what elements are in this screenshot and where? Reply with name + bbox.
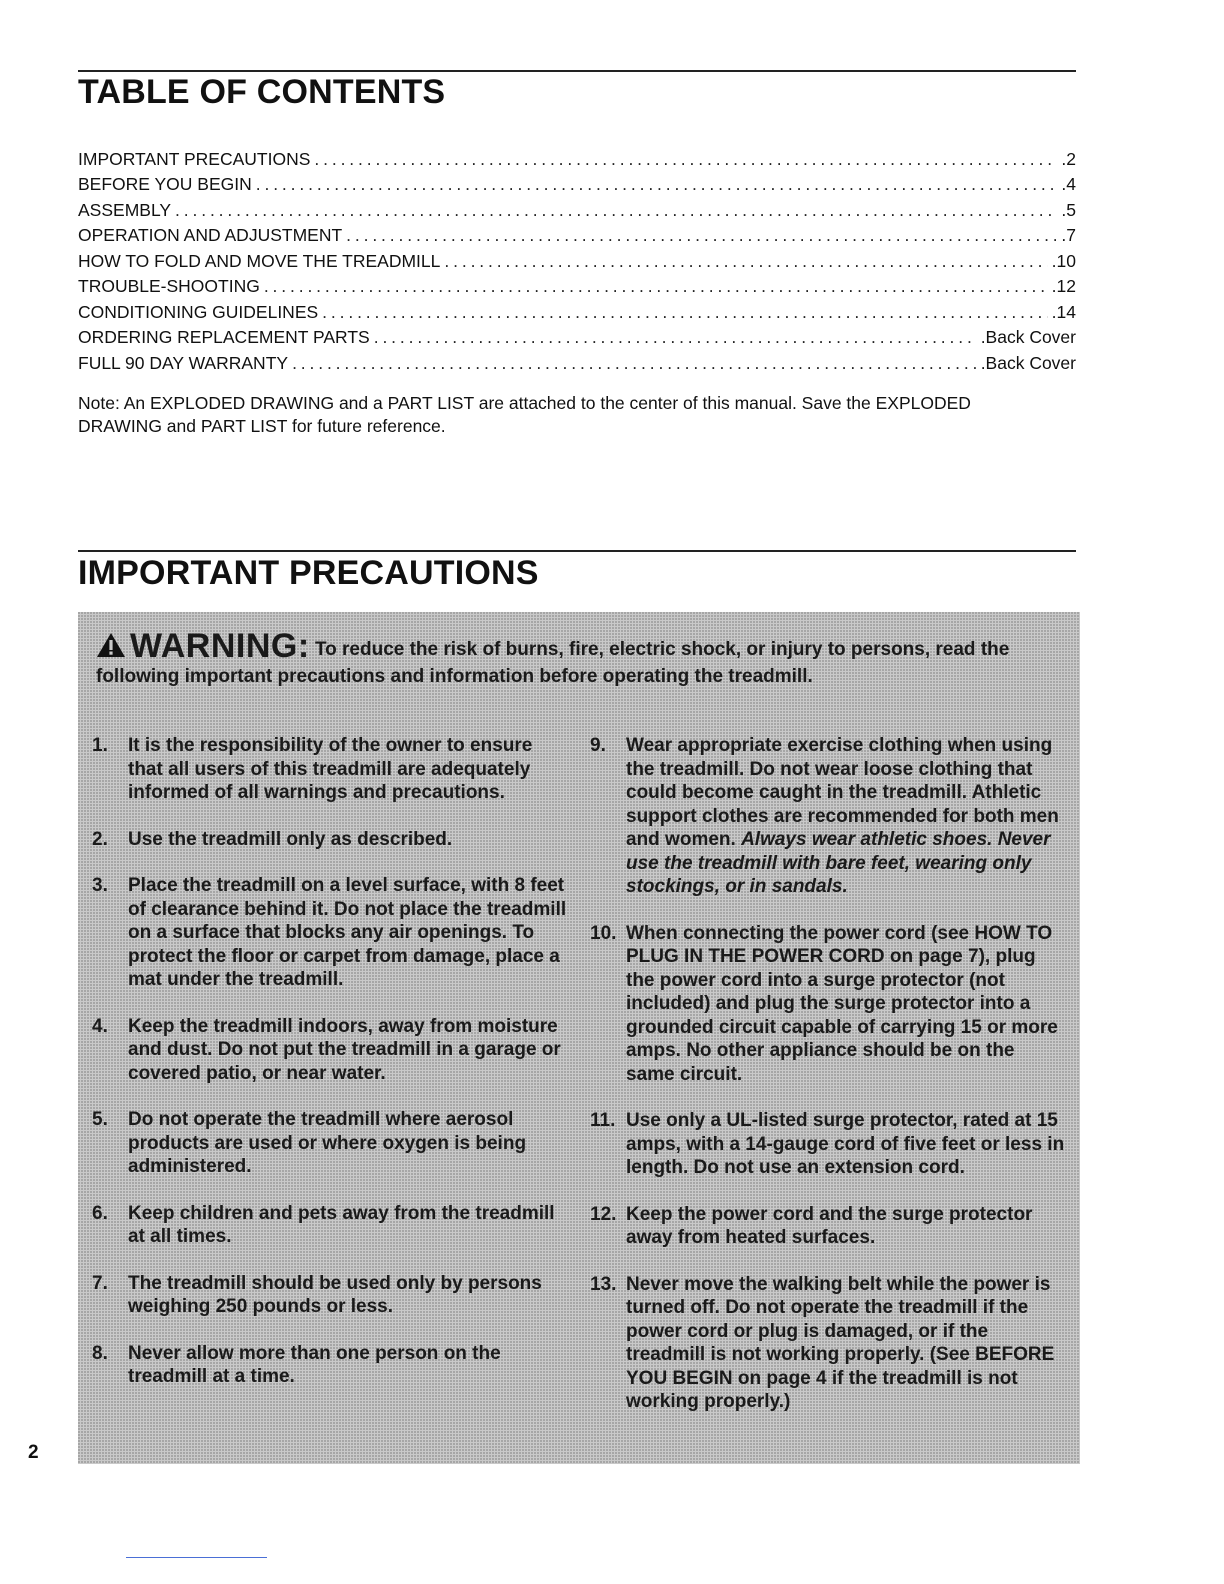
precaution-number: 12.: [590, 1203, 617, 1225]
toc-leader-dots: [314, 148, 1057, 170]
toc-entry-label: FULL 90 DAY WARRANTY: [78, 352, 289, 373]
precaution-number: 3.: [92, 875, 108, 896]
toc-list: [78, 144, 1076, 374]
toc-title: TABLE OF CONTENTS: [78, 73, 446, 111]
warning-box: [78, 612, 1080, 1464]
toc-entry-label: IMPORTANT PRECAUTIONS: [78, 148, 311, 169]
warning-text: To reduce the risk of burns, fire, electric shock, or injury to persons, read the following important precautions and information before operating the treadmill.: [96, 639, 1010, 687]
precaution-item: [590, 1203, 1066, 1250]
precaution-item: [92, 1015, 572, 1086]
toc-entry[interactable]: [78, 323, 1076, 349]
precaution-item: [590, 922, 1066, 1087]
precaution-text: It is the responsibility of the owner to ensure that all users of this treadmill are adequately informed of all warnings and precautions.: [128, 735, 533, 803]
precaution-item: [92, 874, 572, 992]
precaution-text: Never allow more than one person on the treadmill at a time.: [128, 1342, 501, 1387]
precaution-item: [92, 828, 572, 852]
precaution-text: Never move the walking belt while the power is turned off. Do not operate the treadmill if the power cord or plug is damaged, or if the treadmill is not working properly. (See BEFORE YOU BEGIN on page 4 if the treadmill is not working properly.): [626, 1273, 1055, 1412]
toc-entry[interactable]: [78, 246, 1076, 272]
precautions-top-rule: [78, 550, 1076, 552]
precaution-item: [590, 1109, 1066, 1180]
precaution-text: Keep children and pets away from the treadmill at all times.: [128, 1202, 555, 1247]
footer-line: [126, 1557, 267, 1558]
precaution-number: 9.: [590, 735, 606, 756]
precaution-text: Keep the power cord and the surge protector away from heated surfaces.: [626, 1203, 1033, 1248]
page-number: 2: [28, 1442, 39, 1463]
precaution-text: Keep the treadmill indoors, away from moisture and dust. Do not put the treadmill in a garage or covered patio, or near water.: [128, 1015, 561, 1084]
toc-leader-dots: [322, 301, 1048, 323]
toc-entry-page: .Back Cover: [980, 352, 1076, 373]
toc-entry[interactable]: [78, 272, 1076, 298]
precaution-number: 2.: [92, 828, 108, 850]
toc-entry-page: .10: [1051, 250, 1076, 271]
toc-leader-dots: [264, 275, 1048, 297]
toc-leader-dots: [256, 173, 1058, 195]
precaution-text: [626, 734, 1066, 899]
toc-leader-dots: [444, 250, 1047, 272]
toc-entry-page: .14: [1051, 301, 1076, 322]
precautions-right-column: [590, 734, 1066, 1437]
toc-leader-dots: [175, 199, 1057, 221]
warning-triangle-icon: [96, 632, 126, 665]
precaution-text: When connecting the power cord (see HOW TO PLUG IN THE POWER CORD on page 7), plug the power cord into a surge protector (not included) and plug the surge protector into a grounded circuit capable of carrying 15 or more amps. No other appliance should be on the same circuit.: [626, 922, 1058, 1085]
toc-entry-page: .7: [1061, 225, 1076, 245]
toc-entry[interactable]: [78, 195, 1076, 221]
toc-entry[interactable]: [78, 144, 1076, 170]
toc-entry-label: ORDERING REPLACEMENT PARTS: [78, 327, 370, 347]
precaution-item: [92, 1342, 572, 1389]
toc-note: Note: An EXPLODED DRAWING and a PART LIST are attached to the center of this manual. Save the EXPLODED DRAWING and PART LIST for future reference.: [78, 393, 971, 436]
precaution-item: [590, 1273, 1066, 1414]
toc-entry[interactable]: [78, 170, 1076, 196]
precaution-number: 8.: [92, 1342, 108, 1364]
precaution-number: 4.: [92, 1015, 108, 1037]
precaution-item: [92, 1108, 572, 1179]
toc-entry-label: HOW TO FOLD AND MOVE THE TREADMILL: [78, 250, 441, 271]
precaution-text: Use the treadmill only as described.: [128, 828, 453, 850]
precaution-item: [92, 1272, 572, 1319]
precautions-left-column: [92, 734, 572, 1412]
toc-entry[interactable]: [78, 348, 1076, 374]
precautions-title: IMPORTANT PRECAUTIONS: [78, 554, 539, 592]
precaution-item: [92, 1202, 572, 1249]
precaution-number: 7.: [92, 1272, 108, 1294]
precaution-text: Place the treadmill on a level surface, with 8 feet of clearance behind it. Do not place the treadmill on a surface that blocks any air openings. To protect the floor or carpet from damage, place a mat under the treadmill.: [128, 875, 567, 990]
precaution-text-regular: Wear appropriate exercise clothing when using the treadmill. Do not wear loose clothing that could become caught in the treadmill. Athletic support clothes are recommended for both men and women.: [626, 735, 1059, 850]
toc-leader-dots: [374, 326, 977, 348]
toc-leader-dots: [292, 352, 977, 374]
toc-entry-page: .5: [1061, 199, 1076, 220]
precaution-text: Use only a UL-listed surge protector, rated at 15 amps, with a 14-gauge cord of five feet or less in length. Do not use an extension cord.: [626, 1110, 1065, 1178]
toc-entry-page: .Back Cover: [980, 327, 1076, 347]
precaution-text: Do not operate the treadmill where aerosol products are used or where oxygen is being administered.: [128, 1109, 527, 1177]
warning-word: WARNING:: [130, 627, 310, 665]
toc-entry-page: .4: [1061, 174, 1076, 194]
warning-header: [96, 627, 1062, 689]
precaution-number: 10.: [590, 922, 617, 944]
toc-entry-label: OPERATION AND ADJUSTMENT: [78, 225, 343, 245]
toc-entry[interactable]: [78, 297, 1076, 323]
toc-entry-label: BEFORE YOU BEGIN: [78, 174, 252, 194]
precaution-number: 5.: [92, 1109, 108, 1130]
toc-entry-label: CONDITIONING GUIDELINES: [78, 301, 319, 322]
precaution-item: [590, 734, 1066, 899]
precaution-number: 1.: [92, 735, 108, 756]
precaution-number: 11.: [590, 1110, 616, 1131]
toc-leader-dots: [346, 224, 1057, 246]
toc-entry-page: .2: [1061, 148, 1076, 169]
toc-entry-label: TROUBLE-SHOOTING: [78, 276, 260, 296]
precaution-number: 6.: [92, 1202, 108, 1224]
precaution-item: [92, 734, 572, 805]
toc-entry-label: ASSEMBLY: [78, 199, 172, 220]
precaution-text: The treadmill should be used only by persons weighing 250 pounds or less.: [128, 1272, 542, 1317]
precaution-number: 13.: [590, 1273, 617, 1295]
toc-entry-page: .12: [1051, 276, 1076, 296]
precaution-text-italic: Always wear athletic shoes. Never use the treadmill with bare feet, wearing only stockings, or in sandals.: [626, 829, 1051, 897]
toc-entry[interactable]: [78, 221, 1076, 247]
